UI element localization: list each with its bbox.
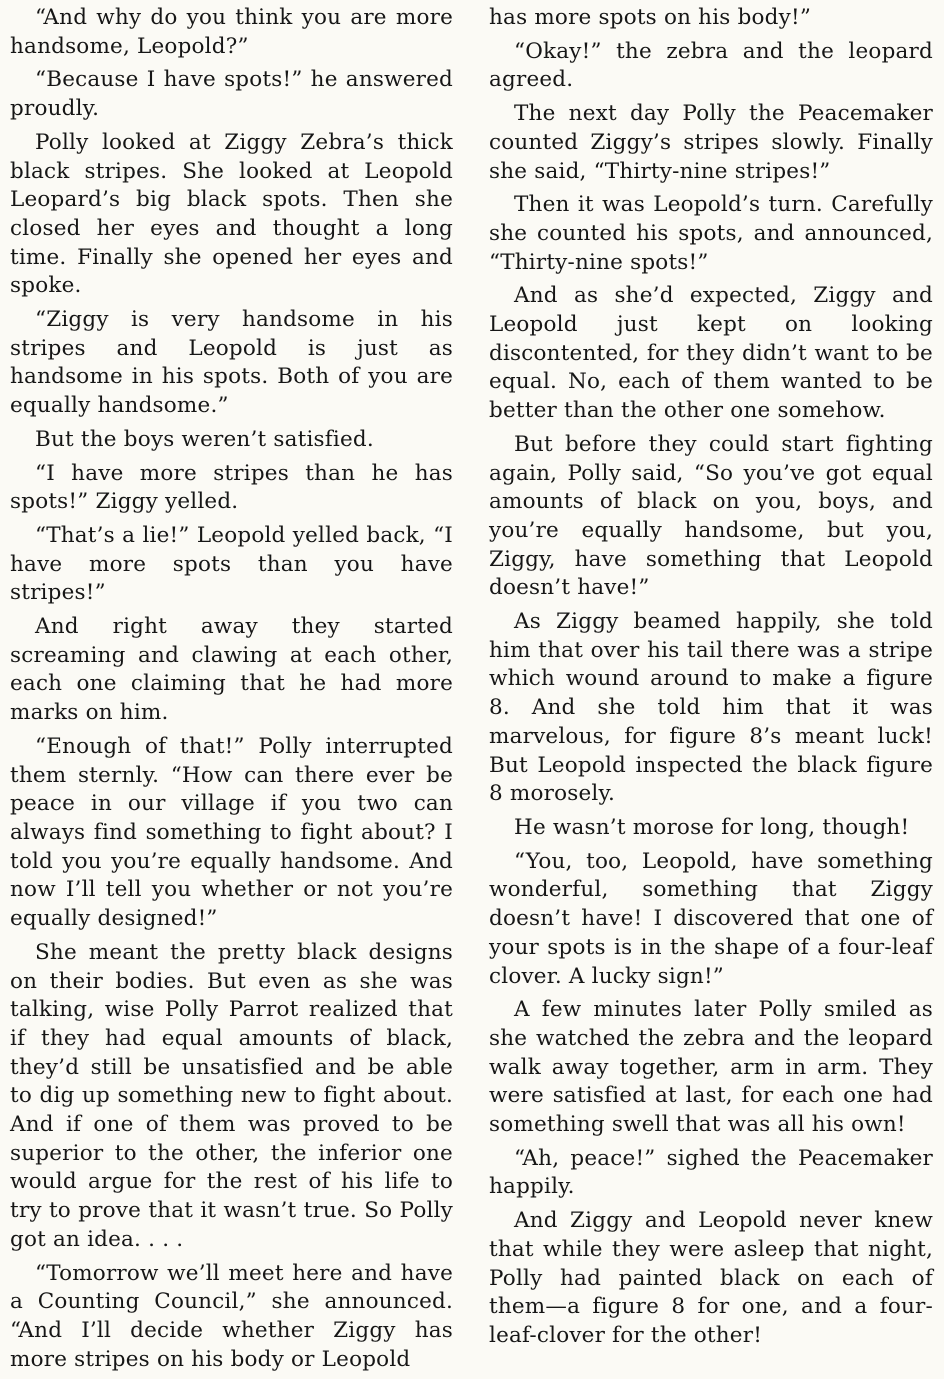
paragraph: “Ah, peace!” sighed the Peacemaker happily. — [489, 1145, 933, 1200]
paragraph: “Tomorrow we’ll meet here and have a Counting Council,” she announced. “And I’ll decide whether Ziggy has more stripes on his body or Leopold — [10, 1260, 453, 1372]
paragraph: “Because I have spots!” he answered proudly. — [10, 67, 453, 122]
paragraph: And right away they started screaming and clawing at each other, each one claiming that he had more marks on him. — [10, 614, 453, 726]
right-text-column — [489, 4, 933, 1356]
paragraph: She meant the pretty black designs on their bodies. But even as she was talking, wise Polly Parrot realized that if they had equal amounts of black, they’d still be unsatisfied and be able to dig up something new to fight about. And if one of them was proved to be superior to the other, the inferior one would argue for the rest of his life to try to prove that it wasn’t true. So Polly got an idea. . . . — [10, 939, 453, 1252]
paragraph: Then it was Leopold’s turn. Carefully she counted his spots, and announced, “Thirty-nine spots!” — [489, 192, 933, 275]
paragraph: “Okay!” the zebra and the leopard agreed. — [489, 38, 933, 93]
paragraph: A few minutes later Polly smiled as she watched the zebra and the leopard walk away together, arm in arm. They were satisfied at last, for each one had something swell that was all his own! — [489, 997, 933, 1138]
paragraph: As Ziggy beamed happily, she told him that over his tail there was a stripe which wound around to make a figure 8. And she told him that it was marvelous, for figure 8’s meant luck! But Leopold inspected the black figure 8 morosely. — [489, 609, 933, 807]
paragraph: “And why do you think you are more handsome, Leopold?” — [10, 5, 453, 59]
paragraph: The next day Polly the Peacemaker counted Ziggy’s stripes slowly. Finally she said, “Thirty-nine stripes!” — [489, 101, 933, 184]
paragraph: “You, too, Leopold, have something wonderful, something that Ziggy doesn’t have! I discovered that one of your spots is in the shape of a four-leaf clover. A lucky sign!” — [489, 848, 933, 989]
paragraph: Polly looked at Ziggy Zebra’s thick black stripes. She looked at Leopold Leopard’s big black spots. Then she closed her eyes and thought a long time. Finally she opened her eyes and spoke. — [10, 129, 453, 299]
paragraph: “I have more stripes than he has spots!” Ziggy yelled. — [10, 460, 453, 515]
paragraph: He wasn’t morose for long, though! — [514, 814, 910, 840]
paragraph: “Ziggy is very handsome in his stripes and Leopold is just as handsome in his spots. Both of you are equally handsome.” — [10, 307, 453, 419]
paragraph-continuation: has more spots on his body!” — [489, 5, 812, 30]
left-text-column — [10, 4, 453, 1379]
paragraph: But the boys weren’t satisfied. — [35, 426, 374, 452]
paragraph: And as she’d expected, Ziggy and Leopold just kept on looking discontented, for they didn’t want to be equal. No, each of them wanted to be better than the other one somehow. — [489, 283, 933, 424]
paragraph: “That’s a lie!” Leopold yelled back, “I have more spots than you have stripes!” — [10, 522, 453, 606]
paragraph: “Enough of that!” Polly interrupted them sternly. “How can there ever be peace in our village if you two can always find something to fight about? I told you you’re equally handsome. And now I’ll tell you whether or not you’re equally designed!” — [10, 733, 453, 932]
paragraph: And Ziggy and Leopold never knew that while they were asleep that night, Polly had painted black on each of them—a figure 8 for one, and a four-leaf-clover for the other! — [489, 1208, 933, 1348]
paragraph: But before they could start fighting again, Polly said, “So you’ve got equal amounts of black on you, boys, and you’re equally handsome, but you, Ziggy, have something that Leopold doesn’t have!” — [489, 431, 933, 601]
